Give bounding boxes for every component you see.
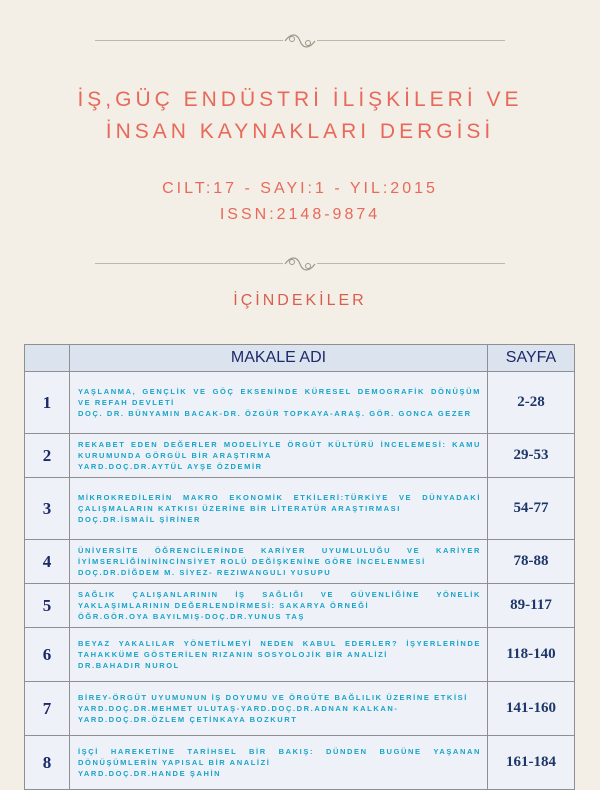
article-authors: YARD.DOÇ.DR.HANDE ŞAHİN — [78, 769, 222, 778]
page-range: 161-184 — [488, 736, 575, 790]
table-row[interactable] — [25, 682, 575, 736]
row-number: 4 — [25, 540, 70, 584]
article-cell — [70, 540, 488, 584]
article-title[interactable]: BEYAZ YAKALILAR YÖNETİLMEYİ NEDEN KABUL EDERLER? İŞYERLERİNDE TAHAKKÜME GÖSTERİLEN RIZANIN SOSYOLOJİK BİR ANALİZİ — [78, 639, 481, 659]
row-number: 1 — [25, 372, 70, 434]
article-cell — [70, 478, 488, 540]
article-authors: DR.BAHADIR NUROL — [78, 661, 180, 670]
article-authors: DOÇ.DR.DİĞDEM M. SİYEZ- REZIWANGULI YUSUPU — [78, 568, 332, 577]
table-header-row — [25, 345, 575, 372]
top-ornament — [95, 31, 505, 51]
article-cell — [70, 682, 488, 736]
header-num-cell — [25, 345, 70, 372]
article-title[interactable]: YAŞLANMA, GENÇLİK VE GÖÇ EKSENİNDE KÜRESEL DEMOGRAFİK DÖNÜŞÜM VE REFAH DEVLETİ — [78, 387, 481, 407]
header-article: MAKALE ADI — [70, 345, 488, 372]
row-number: 2 — [25, 434, 70, 478]
page-range: 118-140 — [488, 628, 575, 682]
table-row[interactable] — [25, 478, 575, 540]
issue-info: CILT:17 - SAYI:1 - YIL:2015 — [162, 180, 438, 197]
article-authors: YARD.DOÇ.DR.AYTÜL AYŞE ÖZDEMİR — [78, 462, 263, 471]
article-title[interactable]: SAĞLIK ÇALIŞANLARININ İŞ SAĞLIĞI VE GÜVENLİĞİNE YÖNELİK YAKLAŞIMLARININ DEĞERLENDİRMESİ: SAKARYA ÖRNEĞİ — [78, 590, 481, 610]
page-range: 141-160 — [488, 682, 575, 736]
row-number: 5 — [25, 584, 70, 628]
article-title[interactable]: BİREY-ÖRGÜT UYUMUNUN İŞ DOYUMU VE ÖRGÜTE BAĞLILIK ÜZERİNE ETKİSİ — [78, 693, 468, 702]
contents-heading: İÇİNDEKİLER — [233, 292, 367, 309]
page-range: 29-53 — [488, 434, 575, 478]
article-cell — [70, 584, 488, 628]
page-range: 89-117 — [488, 584, 575, 628]
table-row[interactable] — [25, 584, 575, 628]
table-row[interactable] — [25, 372, 575, 434]
article-authors: DOÇ. DR. BÜNYAMIN BACAK-DR. ÖZGÜR TOPKAYA-ARAŞ. GÖR. GONCA GEZER — [78, 409, 472, 418]
middle-ornament — [95, 254, 505, 274]
flourish-icon — [283, 254, 317, 274]
table-row[interactable] — [25, 540, 575, 584]
issn: ISSN:2148-9874 — [219, 206, 381, 223]
article-cell — [70, 372, 488, 434]
article-authors: ÖĞR.GÖR.OYA BAYILMIŞ-DOÇ.DR.YUNUS TAŞ — [78, 612, 305, 621]
article-title[interactable]: REKABET EDEN DEĞERLER MODELİYLE ÖRGÜT KÜLTÜRÜ İNCELEMESİ: KAMU KURUMUNDA GÖRGÜL BİR ARAŞTIRMA — [78, 440, 481, 460]
article-cell — [70, 736, 488, 790]
journal-title-line2: İNSAN KAYNAKLARI DERGİSİ — [105, 120, 495, 143]
page-range: 54-77 — [488, 478, 575, 540]
table-row[interactable] — [25, 628, 575, 682]
article-authors: DOÇ.DR.İSMAİL ŞİRİNER — [78, 515, 202, 524]
header-page: SAYFA — [488, 345, 575, 372]
row-number: 7 — [25, 682, 70, 736]
row-number: 3 — [25, 478, 70, 540]
journal-title-line1: İŞ,GÜÇ ENDÜSTRİ İLİŞKİLERİ VE — [77, 88, 523, 111]
table-row[interactable] — [25, 434, 575, 478]
row-number: 8 — [25, 736, 70, 790]
contents-table — [24, 344, 575, 790]
page-range: 78-88 — [488, 540, 575, 584]
flourish-icon — [283, 31, 317, 51]
article-title[interactable]: İŞÇİ HAREKETİNE TARİHSEL BİR BAKIŞ: DÜNDEN BUGÜNE YAŞANAN DÖNÜŞÜMLERİN YAPISAL BİR ANALİZİ — [78, 747, 481, 767]
table-row[interactable] — [25, 736, 575, 790]
article-title[interactable]: ÜNİVERSİTE ÖĞRENCİLERİNDE KARİYER UYUMLULUĞU VE KARİYER İYİMSERLİĞİNİNİNCİNSİYET ROLÜ DEĞİŞKENİNE GÖRE İNCELENMESİ — [78, 546, 481, 566]
row-number: 6 — [25, 628, 70, 682]
article-title[interactable]: MİKROKREDİLERİN MAKRO EKONOMİK ETKİLERİ:TÜRKİYE VE DÜNYADAKİ ÇALIŞMALARIN KATKISI ÜZERİNE BİR LİTERATÜR ARAŞTIRMASI — [78, 493, 481, 513]
page-range: 2-28 — [488, 372, 575, 434]
article-cell — [70, 628, 488, 682]
article-cell — [70, 434, 488, 478]
article-authors: YARD.DOÇ.DR.MEHMET ULUTAŞ-YARD.DOÇ.DR.ADNAN KALKAN-YARD.DOÇ.DR.ÖZLEM ÇETİNKAYA BOZKURT — [78, 704, 399, 724]
